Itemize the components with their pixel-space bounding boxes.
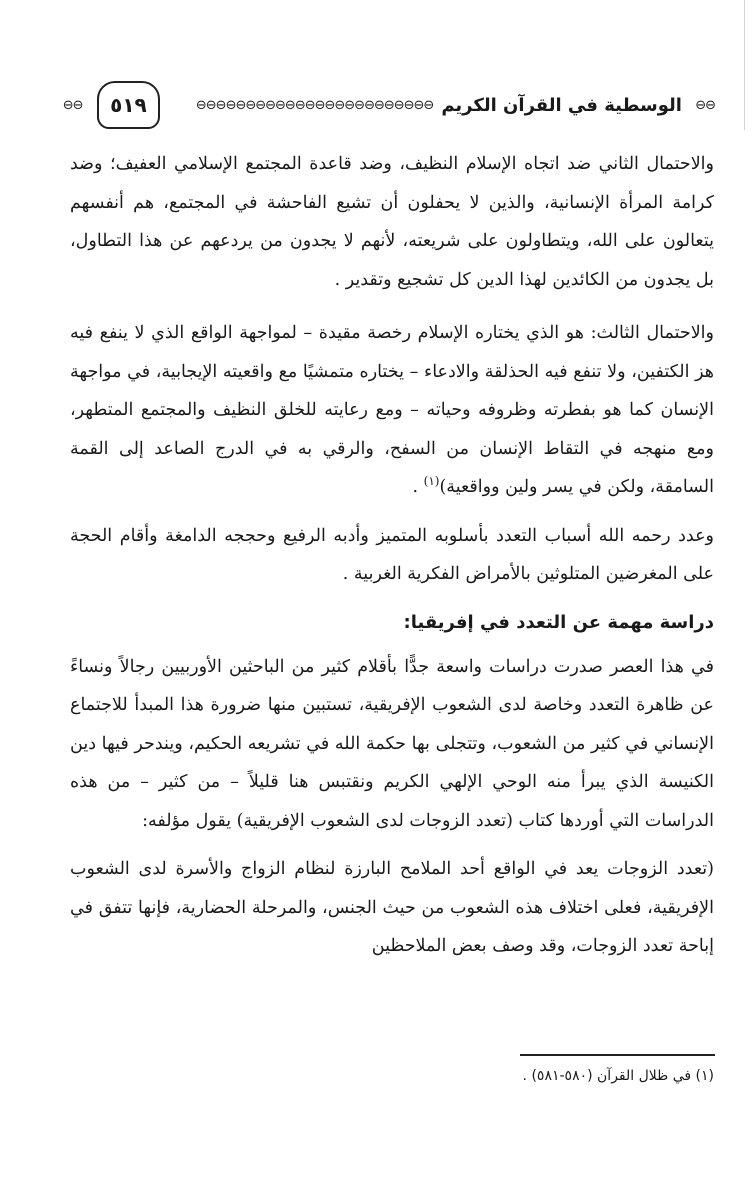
- page-number: ٥١٩: [97, 81, 161, 129]
- paragraph-3: وعدد رحمه الله أسباب التعدد بأسلوبه المتميز وأدبه الرفيع وحججه الدامغة وأقام الحجة على المغرضين المتلوثين بالأمراض الفكرية الغربية .: [70, 525, 714, 584]
- main-text: [70, 145, 714, 976]
- running-title: الوسطية في القرآن الكريم: [441, 94, 682, 116]
- paragraph-2-text: والاحتمال الثالث: هو الذي يختاره الإسلام رخصة مقيدة – لمواجهة الواقع الذي لا ينفع فيه هز الكتفين، ولا تنفع فيه الحذلقة والادعاء – يختاره متمشيًا مع واقعيته الإيجابية، في مواجهة الإنسان كما هو بفطرته وظروفه وحياته – ومع رعايته للخلق النظيف والمجتمع المتطهر، ومع منهجه في التقاط الإنسان من السفح، والرقي به في الدرج الصاعد إلى القمة السامقة، ولكن في يسر ولين وواقعية): [70, 323, 714, 497]
- running-header: [50, 78, 715, 132]
- paragraph-2: [70, 314, 714, 507]
- paragraph-2-end: .: [412, 477, 424, 497]
- footnote-separator: [520, 1054, 715, 1056]
- page-edge-line: [744, 0, 745, 130]
- header-ornament-middle: ⊖⊖⊖⊖⊖⊖⊖⊖⊖⊖⊖⊖⊖⊖⊖⊖⊖⊖⊖⊖⊖⊖⊖⊖: [195, 97, 434, 113]
- paragraph-4: في هذا العصر صدرت دراسات واسعة جدًّا بأقلام كثير من الباحثين الأوربيين رجالاً ونساءً عن ظاهرة التعدد وخاصة لدى الشعوب الإفريقية، تستبين منها ضرورة هذا المبدأ للاجتماع الإنساني في كثير من الشعوب، وتتجلى بها حكمة الله في تشريعه الحكيم، ويندحر فيها دين الكنيسة الذي يبرأ منه الوحي الإلهي الكريم ونقتبس هنا قليلاً – من كثير – من هذه الدراسات التي أوردها كتاب (تعدد الزوجات لدى الشعوب الإفريقية) يقول مؤلفه:: [70, 656, 714, 831]
- section-heading: دراسة مهمة عن التعدد في إفريقيا:: [403, 611, 714, 633]
- paragraph-5: (تعدد الزوجات يعد في الواقع أحد الملامح البارزة لنظام الزواج والأسرة لدى الشعوب الإفريقية، فعلى اختلاف هذه الشعوب من حيث الجنس، والمرحلة الحضارية، فإنها تتفق في إباحة تعدد الزوجات، وقد وصف بعض الملاحظين: [70, 859, 714, 956]
- footnote: (١) في ظلال القرآن (٥٨٠-٥٨١) .: [522, 1068, 714, 1084]
- header-ornament-left: ⊖⊖: [62, 97, 83, 113]
- footnote-reference[interactable]: (١): [423, 474, 440, 489]
- paragraph-1: والاحتمال الثاني ضد اتجاه الإسلام النظيف، وضد قاعدة المجتمع الإسلامي العفيف؛ وضد كرامة المرأة الإنسانية، والذين لا يحفلون أن تشيع الفاحشة في المجتمع، هم أنفسهم يتعالون على الله، ويتطاولون على شريعته، لأنهم لا يجدون من يردعهم عن هذا التطاول، بل يجدون من الكائدين لهذا الدين كل تشجيع وتقدير .: [70, 154, 714, 290]
- header-ornament-right: ⊖⊖: [695, 97, 715, 113]
